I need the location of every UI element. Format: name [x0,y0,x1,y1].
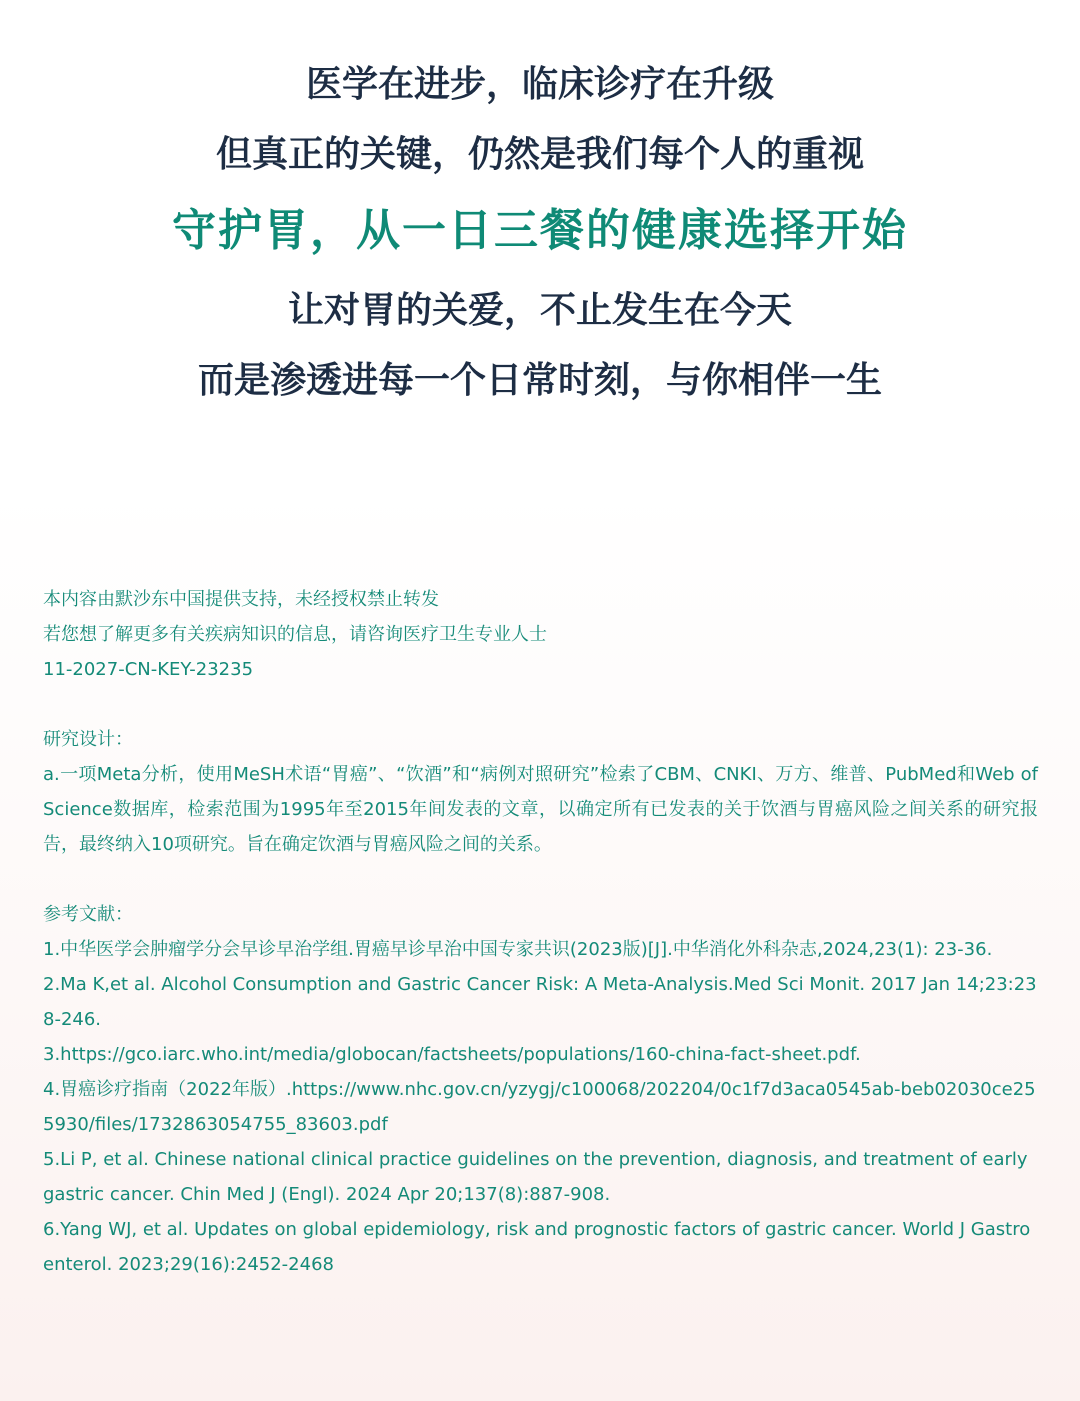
references-heading: 参考文献： [43,904,133,925]
headline-1: 医学在进步，临床诊疗在升级 [305,64,774,105]
headline-4: 让对胃的关爱，不止发生在今天 [287,290,792,331]
headline-2: 但真正的关键，仍然是我们每个人的重视 [215,134,864,175]
reference-item: 2.Ma K,et al. Alcohol Consumption and Gastric Cancer Risk: A Meta-Analysis.Med Sci Monit. 2017 Jan 14;23:238-246. [43,974,1037,1030]
disclaimer-consult: 若您想了解更多有关疾病知识的信息，请咨询医疗卫生专业人士 [43,624,547,645]
disclaimer-support: 本内容由默沙东中国提供支持，未经授权禁止转发 [43,589,439,610]
study-design-block [43,722,1038,862]
reference-item: 1.中华医学会肿瘤学分会早诊早治学组.胃癌早诊早治中国专家共识(2023版)[J].中华消化外科杂志,2024,23(1): 23-36. [43,939,993,960]
study-design-text: a.一项Meta分析，使用MeSH术语“胃癌”、“饮酒”和“病例对照研究”检索了CBM、CNKI、万方、维普、PubMed和Web of Science数据库，检索范围为1995年至2015年间发表的文章，以确定所有已发表的关于饮酒与胃癌风险之间关系的研究报告，最终纳入10项研究。旨在确定饮酒与胃癌风险之间的关系。 [43,764,1038,855]
references-block [43,897,1038,1282]
study-design-heading: 研究设计： [43,729,133,750]
reference-item: 6.Yang WJ, et al. Updates on global epidemiology, risk and prognostic factors of gastric cancer. World J Gastroenterol. 2023;29(16):2452-2468 [43,1219,1031,1275]
headline-highlight: 守护胃，从一日三餐的健康选择开始 [172,205,908,256]
reference-item: 3.https://gco.iarc.who.int/media/globocan/factsheets/populations/160-china-fact-sheet.pdf. [43,1044,861,1065]
reference-item: 5.Li P, et al. Chinese national clinical practice guidelines on the prevention, diagnosis, and treatment of early gastric cancer. Chin Med J (Engl). 2024 Apr 20;137(8):887-908. [43,1149,1028,1205]
disclaimer-block [43,582,1038,687]
headline-5: 而是渗透进每一个日常时刻，与你相伴一生 [197,360,882,401]
approval-code: 11-2027-CN-KEY-23235 [43,659,254,680]
reference-item: 4.胃癌诊疗指南（2022年版）.https://www.nhc.gov.cn/yzygj/c100068/202204/0c1f7d3aca0545ab-beb02030ce255930/files/1732863054755_83603.pdf [43,1079,1036,1135]
